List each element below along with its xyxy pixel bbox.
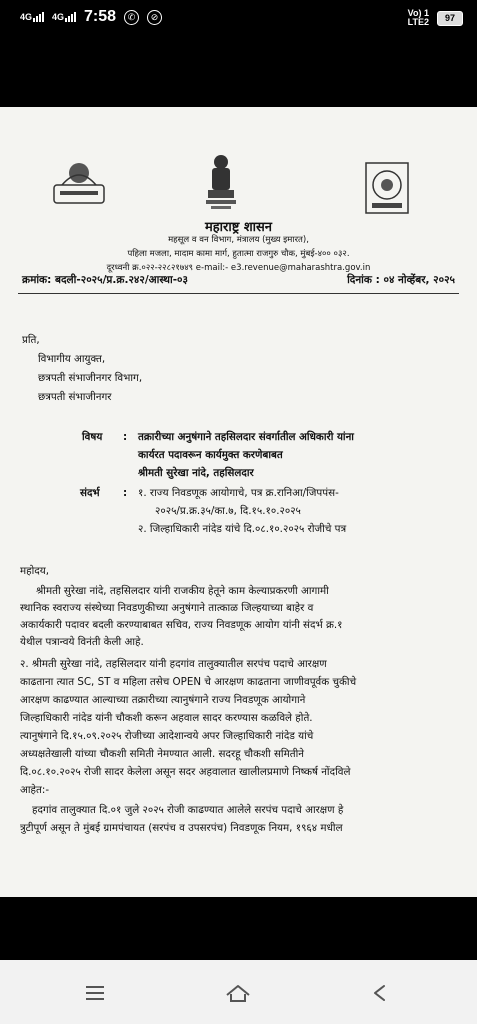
subject-line-2: कार्यरत पदावरून कार्यमुक्त करणेबाबत bbox=[138, 449, 283, 461]
reference-line-2: २०२५/प्र.क्र.३५/का.७, दि.१५.१०.२०२५ bbox=[155, 505, 301, 517]
addressee-line-3: छत्रपती संभाजीनगर विभाग, bbox=[38, 372, 143, 384]
right-emblem-icon bbox=[362, 159, 412, 217]
reference-row bbox=[22, 273, 455, 287]
home-icon[interactable] bbox=[223, 982, 253, 1004]
menu-icon[interactable] bbox=[80, 982, 110, 1004]
reference-line-1: १. राज्य निवडणूक आयोगाचे, पत्र क्र.रानिआ/जिपपंस- bbox=[138, 487, 339, 499]
status-right bbox=[408, 9, 463, 27]
state-emblem-icon bbox=[203, 152, 239, 212]
letterhead-line-1: महसूल व वन विभाग, मंत्रालय (मुख्य इमारत), bbox=[168, 235, 309, 245]
para1-line-4: येथील पत्रान्वये विनंती केली आहे. bbox=[20, 636, 144, 648]
letterhead-title: महाराष्ट्र शासन bbox=[204, 220, 273, 235]
volte-label: Vo) 1 bbox=[407, 8, 429, 18]
navigation-bar bbox=[0, 960, 477, 1024]
document-image[interactable] bbox=[0, 107, 477, 897]
divider bbox=[18, 293, 459, 294]
subject-sep: : bbox=[123, 431, 128, 443]
reference-number: क्रमांक: बदली-२०२५/प्र.क्र.२४२/आस्था-०३ bbox=[22, 274, 188, 286]
reference-label: संदर्भ bbox=[80, 487, 100, 499]
subject-label: विषय bbox=[82, 431, 103, 443]
para2-line-1: २. श्रीमती सुरेखा नांदे, तहसिलदार यांनी हदगांव तालुक्यातील सरपंच पदाचे आरक्षण bbox=[20, 658, 327, 670]
lte-label: LTE2 bbox=[407, 17, 429, 27]
para2-line-5: त्यानुषंगाने दि.१५.०९.२०२५ रोजीच्या आदेशान्वये अपर जिल्हाधिकारी नांदेड यांचे bbox=[20, 730, 314, 742]
subject-line-1: तक्रारीच्या अनुषंगाने तहसिलदार संवर्गातील अधिकारी यांना bbox=[138, 431, 354, 443]
para2-line-6: अध्यक्षतेखाली यांच्या चौकशी समिती नेमण्यात आली. सदरहू चौकशी समितीने bbox=[20, 748, 304, 760]
addressee-line-4: छत्रपती संभाजीनगर bbox=[38, 391, 112, 403]
para3-line-2: त्रुटीपूर्ण असून ते मुंबई ग्रामपंचायत (सरपंच व उपसरपंच) निवडणूक नियम, १९६४ मधील bbox=[20, 822, 343, 834]
letterhead-line-2: पहिला मजला, मादाम कामा मार्ग, हुतात्मा राजगुरु चौक, मुंबई-४०० ०३२. bbox=[127, 249, 350, 259]
whatsapp-icon: ✆ bbox=[124, 10, 139, 25]
addressee-line-1: प्रति, bbox=[22, 334, 40, 346]
volte-indicator bbox=[408, 9, 429, 27]
para2-line-8: आहेत:- bbox=[20, 784, 50, 796]
salutation: महोदय, bbox=[20, 565, 50, 577]
sim2-label: 4G bbox=[52, 12, 65, 22]
back-icon[interactable] bbox=[366, 982, 396, 1004]
clock: 7:58 bbox=[84, 8, 117, 25]
para3-line-1: हदगांव तालुक्यात दि.०१ जुले २०२५ रोजी काढण्यात आलेले सरपंच पदाचे आरक्षण हे bbox=[32, 804, 344, 816]
para1-line-1: श्रीमती सुरेखा नांदे, तहसिलदार यांनी राजकीय हेतूने काम केल्याप्रकरणी आगामी bbox=[36, 585, 329, 597]
status-bar bbox=[0, 0, 477, 38]
para2-line-3: आरक्षण काढण्यात आल्याच्या तक्रारीच्या त्यानुषंगाने राज्य निवडणूक आयोगाने bbox=[20, 694, 306, 706]
notification-icon: ⊘ bbox=[147, 10, 162, 25]
left-emblem-icon bbox=[50, 159, 108, 207]
reference-line-3: २. जिल्हाधिकारी नांदेड यांचे दि.०८.१०.२०२५ रोजीचे पत्र bbox=[138, 523, 347, 535]
reference-date: दिनांक : ०४ नोव्हेंबर, २०२५ bbox=[347, 274, 455, 286]
addressee-line-2: विभागीय आयुक्त, bbox=[38, 353, 106, 365]
para2-line-7: दि.०८.१०.२०२५ रोजी सादर केलेला असून सदर अहवालात खालीलप्रमाणे निष्कर्ष नोंदविले bbox=[20, 766, 351, 778]
para2-line-2: काढताना त्यात SC, ST व महिला तसेच OPEN चे आरक्षण काढताना जाणीवपूर्वक चुकीचे bbox=[20, 676, 357, 688]
sim1-label: 4G bbox=[20, 12, 33, 22]
emblem-row bbox=[0, 147, 477, 217]
signal-icon-sim1 bbox=[20, 12, 44, 22]
status-left bbox=[20, 8, 162, 26]
letterhead-line-3: दूरध्वनी क्र.०२२-२२८२१७४९ e-mail:- e3.revenue@maharashtra.gov.in bbox=[106, 263, 371, 273]
subject-line-3: श्रीमती सुरेखा नांदे, तहसिलदार bbox=[138, 467, 254, 479]
para2-line-4: जिल्हाधिकारी नांदेड यांनी चौकशी करून अहवाल सादर करण्यास कळविले होते. bbox=[20, 712, 313, 724]
reference-sep: : bbox=[123, 487, 128, 499]
para1-line-3: अकार्यकारी पदावर बदली करण्याबाबत सचिव, राज्य निवडणूक आयोग यांनी संदर्भ क्र.१ bbox=[20, 619, 343, 631]
battery-icon: 97 bbox=[437, 11, 463, 26]
para1-line-2: स्थानिक स्वराज्य संस्थेच्या निवडणुकीच्या अनुषंगाने तात्काळ जिल्हयाच्या बाहेर व bbox=[20, 602, 314, 614]
signal-icon-sim2 bbox=[52, 12, 76, 22]
